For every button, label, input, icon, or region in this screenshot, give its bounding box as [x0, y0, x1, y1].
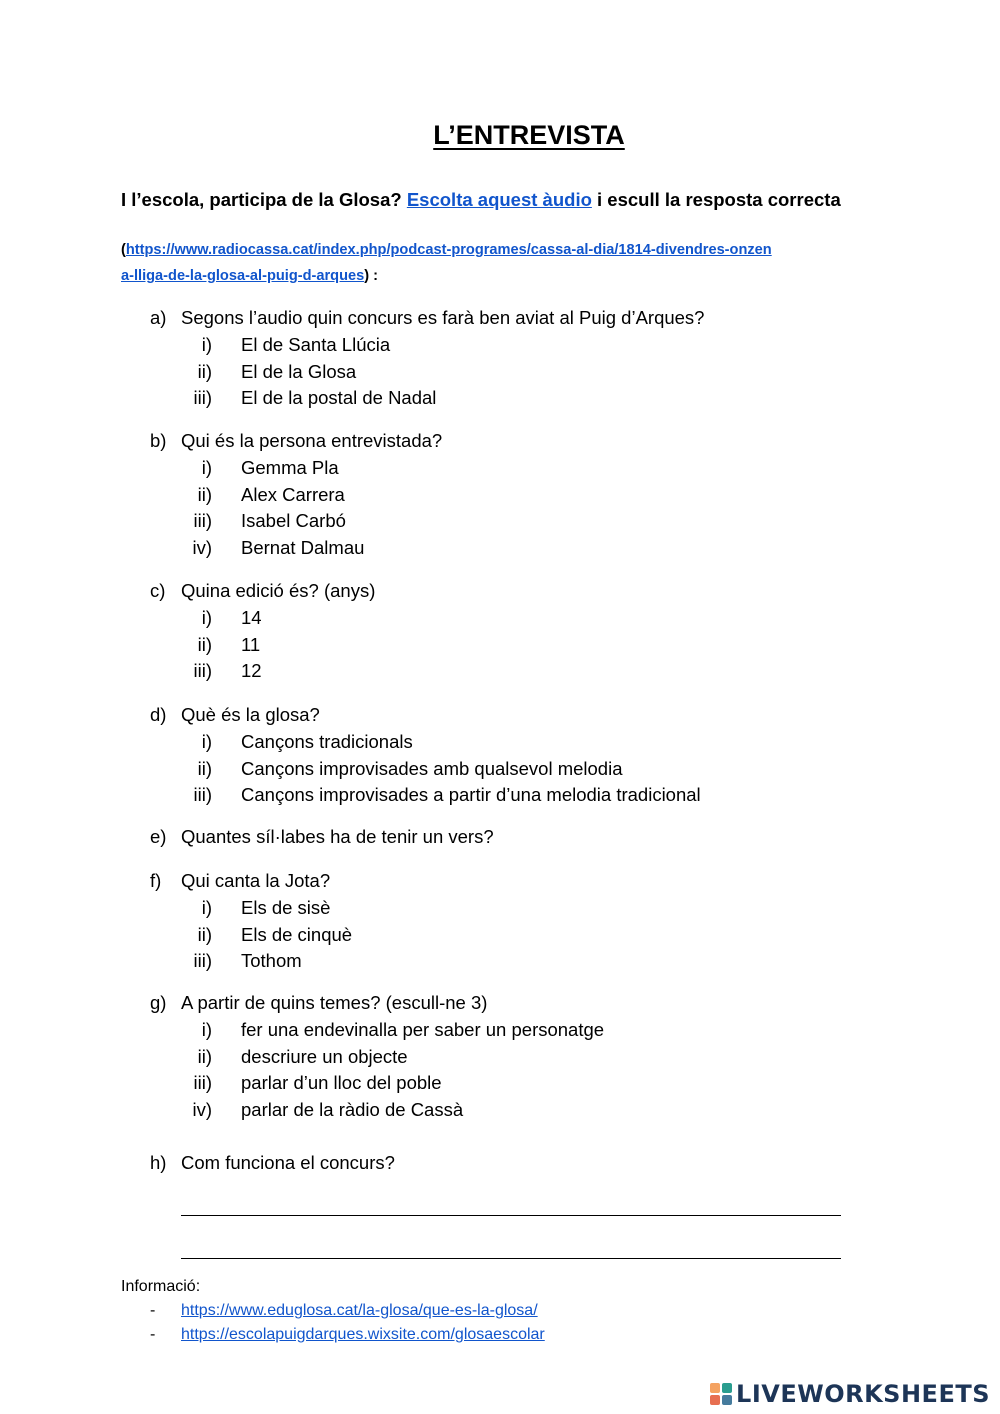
- option-text: El de la Glosa: [241, 360, 357, 382]
- question-text: Què és la glosa?: [181, 704, 320, 725]
- option-numeral: iii): [193, 660, 212, 682]
- answer-option[interactable]: [0, 607, 1000, 634]
- option-text: Els de cinquè: [241, 923, 353, 945]
- option-numeral: i): [201, 607, 212, 628]
- answer-option[interactable]: [0, 510, 1000, 537]
- option-text: parlar de la ràdio de Cassà: [241, 1099, 464, 1121]
- option-text: 14: [241, 607, 262, 628]
- option-text: fer una endevinalla per saber un personatge: [241, 1019, 605, 1040]
- option-numeral: iii): [193, 510, 212, 532]
- question-text: Qui és la persona entrevistada?: [181, 430, 443, 451]
- option-numeral: iii): [193, 387, 212, 409]
- source-url-link-part1[interactable]: https://www.radiocassa.cat/index.php/podcast-programes/cassa-al-dia/1814-divendres-onzen: [125, 242, 772, 258]
- option-numeral: ii): [197, 633, 212, 655]
- option-text: Cançons improvisades a partir d’una melodia tradicional: [241, 784, 701, 806]
- option-numeral: i): [201, 334, 212, 355]
- question-row: [0, 992, 1000, 1019]
- question-text: Quantes síl·labes ha de tenir un vers?: [181, 826, 494, 847]
- option-numeral: ii): [197, 1045, 212, 1067]
- option-numeral: ii): [197, 923, 212, 945]
- question-row: [0, 580, 1000, 607]
- question-text: Com funciona el concurs?: [181, 1152, 395, 1173]
- answer-option[interactable]: [0, 758, 1000, 785]
- question-letter: e): [150, 826, 167, 847]
- option-numeral: ii): [197, 483, 212, 505]
- question-letter: b): [150, 430, 167, 451]
- answer-option[interactable]: [0, 1072, 1000, 1099]
- answer-option[interactable]: [0, 387, 1000, 414]
- source-url-line-2: [121, 266, 881, 286]
- option-text: El de la postal de Nadal: [241, 387, 437, 409]
- title-text: L’ENTREVISTA: [433, 120, 625, 150]
- option-text: parlar d’un lloc del poble: [241, 1072, 442, 1094]
- answer-option[interactable]: [0, 784, 1000, 811]
- option-numeral: ii): [197, 360, 212, 382]
- option-text: Cançons tradicionals: [241, 731, 413, 752]
- intro-suffix: i escull la resposta correcta: [591, 189, 841, 210]
- answer-option[interactable]: [0, 660, 1000, 687]
- answer-option[interactable]: [0, 334, 1000, 361]
- question-row: [0, 430, 1000, 457]
- answer-option[interactable]: [0, 484, 1000, 511]
- question-letter: c): [150, 580, 166, 601]
- question-row: [0, 826, 1000, 853]
- info-label: Informació:: [121, 1278, 201, 1295]
- option-numeral: iii): [193, 950, 212, 972]
- question-letter: g): [150, 992, 167, 1013]
- intro-prefix: I l’escola, participa de la Glosa?: [121, 189, 407, 210]
- list-dash: -: [150, 1326, 156, 1343]
- intro-paragraph: [121, 186, 881, 213]
- question-letter: f): [150, 870, 162, 891]
- option-text: Gemma Pla: [241, 457, 339, 478]
- question-text: A partir de quins temes? (escull-ne 3): [181, 992, 488, 1013]
- source-url-link-part2[interactable]: a-lliga-de-la-glosa-al-puig-d-arques: [121, 268, 365, 284]
- option-numeral: ii): [197, 757, 212, 779]
- answer-option[interactable]: [0, 1019, 1000, 1046]
- question-row: [0, 870, 1000, 897]
- option-numeral: iv): [192, 537, 212, 559]
- answer-option[interactable]: [0, 361, 1000, 388]
- url-open-paren: (: [121, 242, 126, 258]
- answer-line-1[interactable]: [181, 1215, 841, 1216]
- option-numeral: i): [201, 731, 212, 752]
- answer-option[interactable]: [0, 924, 1000, 951]
- question-row: [0, 1152, 1000, 1179]
- audio-link[interactable]: Escolta aquest àudio: [406, 189, 592, 210]
- question-letter: d): [150, 704, 167, 725]
- answer-option[interactable]: [0, 457, 1000, 484]
- answer-option[interactable]: [0, 897, 1000, 924]
- option-text: Bernat Dalmau: [241, 537, 365, 559]
- liveworksheets-logo-icon: [710, 1383, 732, 1405]
- info-link-escola[interactable]: https://escolapuigdarques.wixsite.com/glosaescolar: [181, 1326, 545, 1343]
- page-title: [58, 120, 1000, 151]
- option-numeral: i): [201, 897, 212, 918]
- answer-line-2[interactable]: [181, 1258, 841, 1259]
- option-text: Isabel Carbó: [241, 510, 346, 532]
- answer-option[interactable]: [0, 950, 1000, 977]
- option-text: 11: [241, 633, 261, 655]
- url-close-paren: ) :: [364, 268, 379, 284]
- option-text: 12: [241, 660, 262, 682]
- option-numeral: iii): [193, 1072, 212, 1094]
- option-text: Cançons improvisades amb qualsevol melodia: [241, 757, 623, 779]
- source-url-line-1: [121, 240, 881, 260]
- option-numeral: i): [201, 457, 212, 478]
- brand-text: LIVEWORKSHEETS: [736, 1380, 990, 1408]
- answer-option[interactable]: [0, 537, 1000, 564]
- question-row: [0, 704, 1000, 731]
- info-link-row: [0, 1326, 1000, 1350]
- option-text: El de Santa Llúcia: [241, 334, 391, 355]
- option-text: descriure un objecte: [241, 1045, 408, 1067]
- answer-option[interactable]: [0, 1046, 1000, 1073]
- list-dash: -: [150, 1302, 156, 1319]
- info-link-eduglosa[interactable]: https://www.eduglosa.cat/la-glosa/que-es-la-glosa/: [181, 1302, 538, 1319]
- question-text: Qui canta la Jota?: [181, 870, 331, 891]
- option-text: Alex Carrera: [241, 483, 345, 505]
- question-text: Quina edició és? (anys): [181, 580, 376, 601]
- question-text: Segons l’audio quin concurs es farà ben aviat al Puig d’Arques?: [181, 307, 705, 328]
- option-text: Tothom: [241, 950, 302, 972]
- question-letter: h): [150, 1152, 167, 1173]
- liveworksheets-brand: [710, 1380, 990, 1408]
- option-numeral: iii): [193, 784, 212, 806]
- info-link-row: [0, 1302, 1000, 1326]
- question-row: [0, 307, 1000, 334]
- option-numeral: iv): [192, 1099, 212, 1121]
- answer-option[interactable]: [0, 634, 1000, 661]
- question-letter: a): [150, 307, 167, 328]
- option-text: Els de sisè: [241, 897, 331, 918]
- answer-option[interactable]: [0, 1099, 1000, 1126]
- answer-option[interactable]: [0, 731, 1000, 758]
- option-numeral: i): [201, 1019, 212, 1040]
